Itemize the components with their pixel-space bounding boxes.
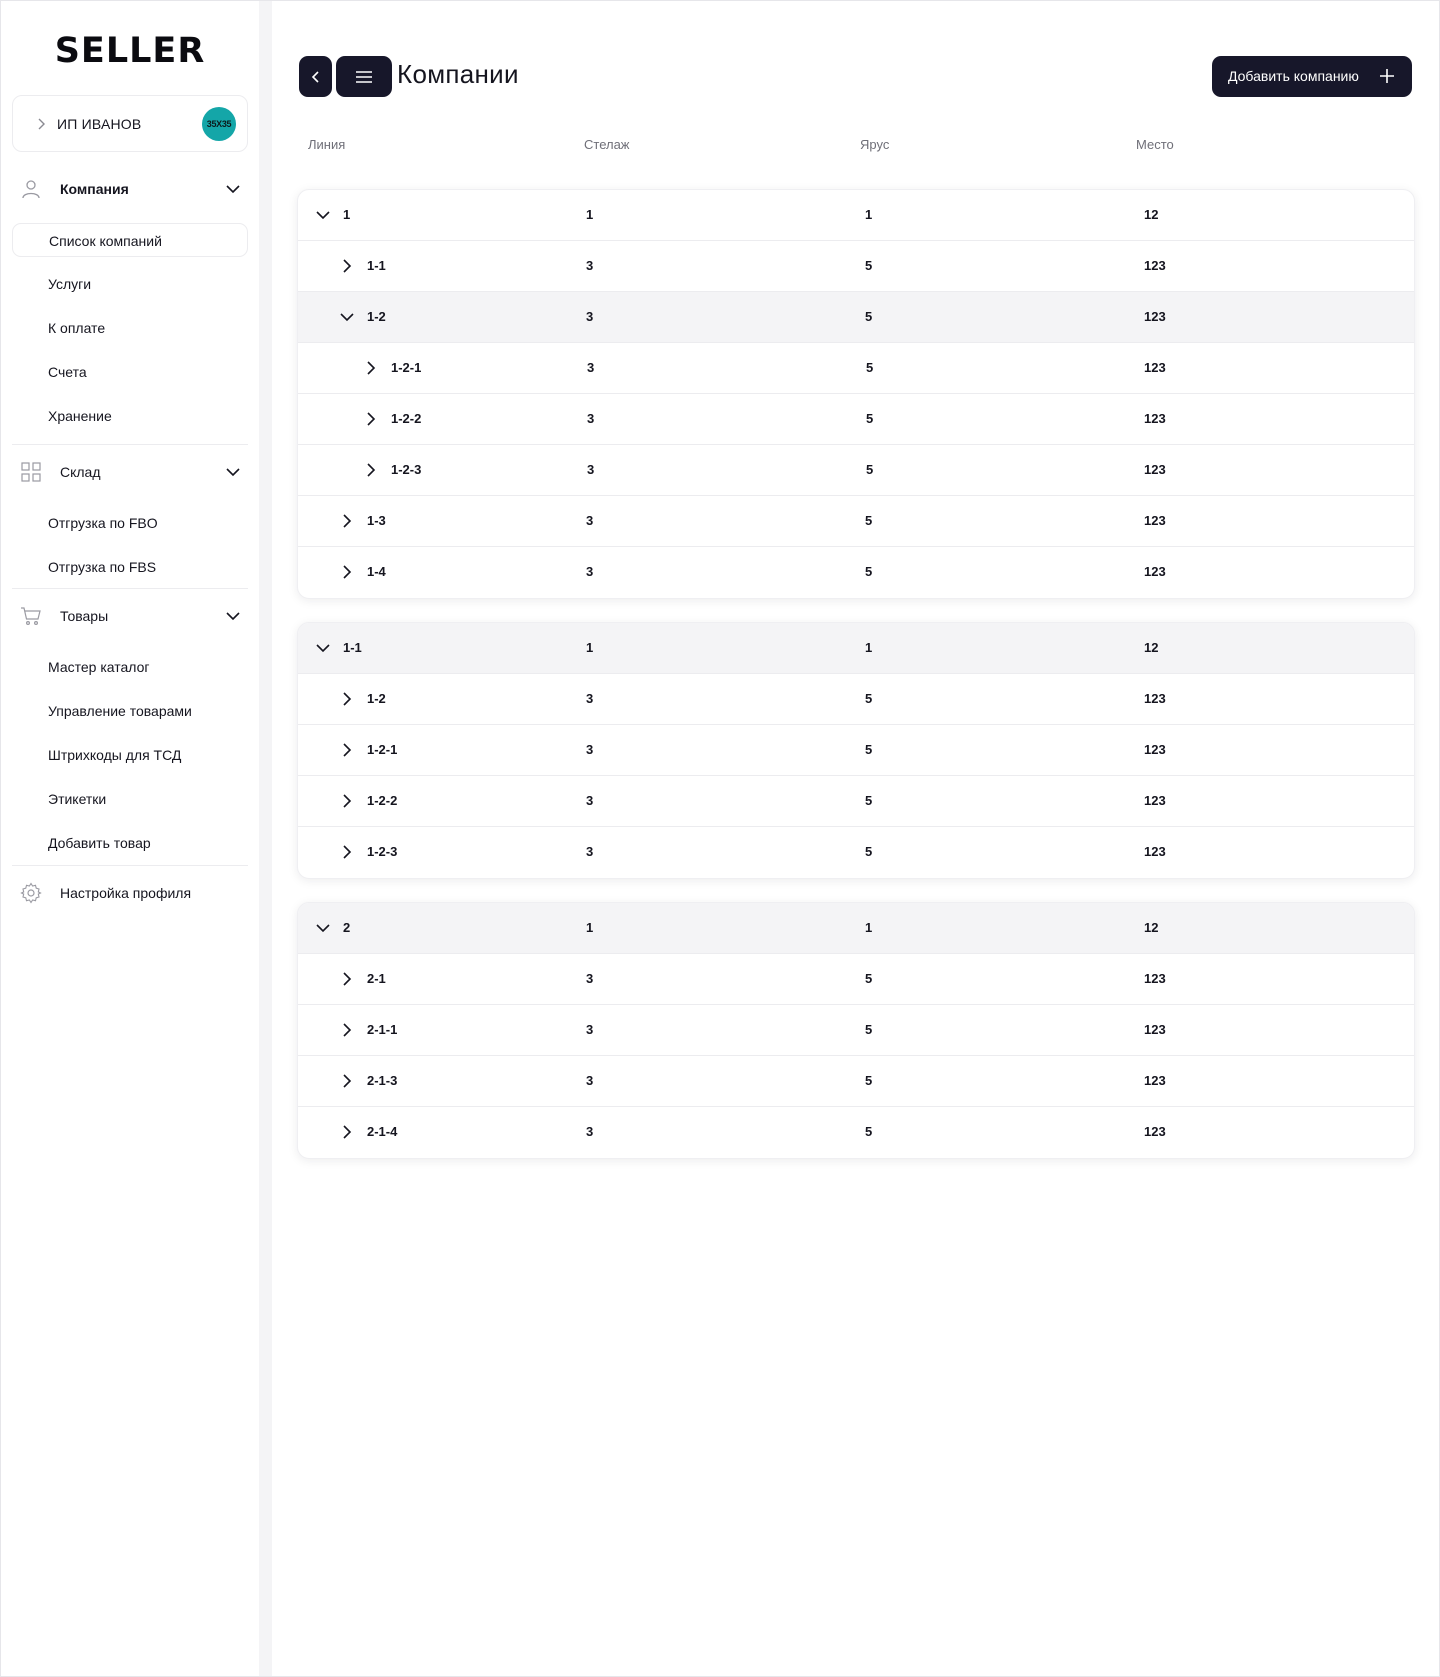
cell-place: 123 bbox=[1144, 742, 1166, 757]
sidebar-section-label: Склад bbox=[60, 464, 101, 480]
cell-line: 2-1-1 bbox=[367, 1022, 398, 1037]
sidebar-item-fbo[interactable] bbox=[12, 506, 248, 540]
back-button[interactable] bbox=[299, 56, 332, 97]
cell-rack: 3 bbox=[586, 793, 594, 808]
table-row[interactable] bbox=[298, 954, 1414, 1005]
cell-rack: 3 bbox=[586, 1022, 594, 1037]
column-header-rack[interactable]: Стелаж bbox=[584, 137, 630, 152]
cell-place: 123 bbox=[1144, 309, 1166, 324]
cell-tier: 5 bbox=[865, 691, 873, 706]
table-group bbox=[297, 622, 1415, 879]
cell-line: 1-2-2 bbox=[367, 793, 398, 808]
cell-place: 123 bbox=[1144, 513, 1166, 528]
chevron-right-icon[interactable] bbox=[339, 1022, 355, 1038]
cell-line: 1-2 bbox=[367, 691, 386, 706]
table-row[interactable] bbox=[298, 827, 1414, 878]
chevron-right-icon[interactable] bbox=[363, 411, 379, 427]
sidebar-item-master-catalog[interactable] bbox=[12, 650, 248, 684]
divider bbox=[12, 865, 248, 866]
chevron-right-icon[interactable] bbox=[339, 564, 355, 580]
sidebar-item-label: Услуги bbox=[48, 276, 92, 292]
chevron-right-icon[interactable] bbox=[339, 691, 355, 707]
sidebar-item-barcodes[interactable] bbox=[12, 738, 248, 772]
account-name: ИП ИВАНОВ bbox=[57, 116, 142, 132]
column-header-line[interactable]: Линия bbox=[308, 137, 346, 152]
sidebar-item-services[interactable] bbox=[12, 267, 248, 301]
sidebar-section-warehouse[interactable] bbox=[1, 454, 259, 490]
table-row[interactable] bbox=[298, 292, 1414, 343]
account-switcher[interactable] bbox=[12, 95, 248, 152]
add-company-button[interactable] bbox=[1212, 56, 1412, 97]
sidebar-item-label: Этикетки bbox=[48, 791, 107, 807]
cell-rack: 3 bbox=[587, 462, 595, 477]
table-row[interactable] bbox=[298, 1005, 1414, 1056]
cell-line: 1-2-3 bbox=[367, 844, 398, 859]
cell-tier: 5 bbox=[866, 360, 874, 375]
sidebar-section-label: Компания bbox=[60, 181, 129, 197]
cell-place: 123 bbox=[1144, 971, 1166, 986]
chevron-down-icon bbox=[225, 181, 241, 197]
table-row[interactable] bbox=[298, 496, 1414, 547]
cell-tier: 5 bbox=[865, 1073, 873, 1088]
avatar: 35X35 bbox=[202, 107, 236, 141]
table-row[interactable] bbox=[298, 674, 1414, 725]
chevron-right-icon[interactable] bbox=[339, 1073, 355, 1089]
cell-line: 1-2-3 bbox=[391, 462, 422, 477]
sidebar-item-label: Добавить товар bbox=[48, 835, 151, 851]
cell-place: 123 bbox=[1144, 360, 1166, 375]
sidebar-item-label: Мастер каталог bbox=[48, 659, 150, 675]
cell-place: 123 bbox=[1144, 462, 1166, 477]
table-row[interactable] bbox=[298, 903, 1414, 954]
cell-tier: 5 bbox=[865, 1022, 873, 1037]
cell-tier: 1 bbox=[865, 920, 873, 935]
sidebar-item-label: Управление товарами bbox=[48, 703, 192, 719]
cell-line: 1-2-1 bbox=[367, 742, 398, 757]
grid-icon bbox=[19, 460, 43, 484]
page-title: Компании bbox=[397, 59, 519, 89]
cell-line: 1-2-1 bbox=[391, 360, 422, 375]
cell-place: 12 bbox=[1144, 640, 1159, 655]
chevron-right-icon[interactable] bbox=[363, 462, 379, 478]
chevron-down-icon[interactable] bbox=[339, 309, 355, 325]
sidebar-item-label: Отгрузка по FBO bbox=[48, 515, 158, 531]
table-row[interactable] bbox=[298, 445, 1414, 496]
cell-tier: 5 bbox=[865, 513, 873, 528]
sidebar-item-profile-settings[interactable] bbox=[1, 875, 259, 911]
cell-place: 123 bbox=[1144, 1124, 1166, 1139]
cell-line: 1-1 bbox=[367, 258, 386, 273]
cell-tier: 5 bbox=[866, 462, 874, 477]
column-header-place[interactable]: Место bbox=[1136, 137, 1174, 152]
chevron-right-icon[interactable] bbox=[339, 1124, 355, 1140]
divider bbox=[12, 588, 248, 589]
chevron-down-icon[interactable] bbox=[315, 640, 331, 656]
cell-place: 12 bbox=[1144, 207, 1159, 222]
table-group bbox=[297, 902, 1415, 1159]
user-icon bbox=[19, 177, 43, 201]
plus-icon bbox=[1378, 67, 1396, 85]
sidebar-item-company-list[interactable] bbox=[12, 223, 248, 257]
cell-place: 12 bbox=[1144, 920, 1159, 935]
chevron-left-icon bbox=[309, 70, 323, 84]
chevron-right-icon[interactable] bbox=[339, 258, 355, 274]
cell-tier: 5 bbox=[865, 844, 873, 859]
sidebar-item-label: Список компаний bbox=[49, 233, 162, 249]
chevron-right-icon[interactable] bbox=[363, 360, 379, 376]
cell-line: 1-3 bbox=[367, 513, 386, 528]
table-row[interactable] bbox=[298, 547, 1414, 598]
cell-place: 123 bbox=[1144, 564, 1166, 579]
cell-tier: 1 bbox=[865, 640, 873, 655]
sidebar-gutter bbox=[259, 1, 272, 1676]
sidebar-item-product-management[interactable] bbox=[12, 694, 248, 728]
divider bbox=[12, 444, 248, 445]
cell-tier: 5 bbox=[865, 1124, 873, 1139]
sidebar-item-label: Штрихкоды для ТСД bbox=[48, 747, 182, 763]
column-header-tier[interactable]: Ярус bbox=[860, 137, 890, 152]
cell-tier: 5 bbox=[865, 971, 873, 986]
table-row[interactable] bbox=[298, 725, 1414, 776]
chevron-down-icon[interactable] bbox=[315, 920, 331, 936]
table-row[interactable] bbox=[298, 623, 1414, 674]
cell-rack: 3 bbox=[587, 360, 595, 375]
table-row[interactable] bbox=[298, 776, 1414, 827]
table-row[interactable] bbox=[298, 343, 1414, 394]
table-row[interactable] bbox=[298, 1107, 1414, 1158]
sidebar-item-label: Настройка профиля bbox=[60, 885, 192, 901]
table-row[interactable] bbox=[298, 241, 1414, 292]
cell-place: 123 bbox=[1144, 411, 1166, 426]
chevron-down-icon bbox=[225, 608, 241, 624]
sidebar-item-label: Хранение bbox=[48, 408, 112, 424]
cell-rack: 3 bbox=[586, 844, 594, 859]
cell-place: 123 bbox=[1144, 793, 1166, 808]
sidebar-item-add-product[interactable] bbox=[12, 826, 248, 860]
cell-rack: 3 bbox=[586, 309, 594, 324]
sidebar-section-company[interactable] bbox=[1, 171, 259, 207]
cell-tier: 5 bbox=[865, 309, 873, 324]
main-content bbox=[272, 1, 1439, 1676]
table-row[interactable] bbox=[298, 1056, 1414, 1107]
chevron-right-icon[interactable] bbox=[339, 844, 355, 860]
cell-tier: 5 bbox=[866, 411, 874, 426]
menu-button[interactable] bbox=[336, 56, 392, 97]
cell-rack: 3 bbox=[586, 1073, 594, 1088]
cell-line: 1-2-2 bbox=[391, 411, 422, 426]
sidebar-section-label: Товары bbox=[60, 608, 109, 624]
chevron-right-icon[interactable] bbox=[339, 793, 355, 809]
cell-rack: 3 bbox=[586, 513, 594, 528]
cell-tier: 5 bbox=[865, 258, 873, 273]
cell-rack: 3 bbox=[587, 411, 595, 426]
table-row[interactable] bbox=[298, 394, 1414, 445]
cell-rack: 3 bbox=[586, 691, 594, 706]
cell-line: 1 bbox=[343, 207, 351, 222]
logo: SELLER bbox=[54, 31, 206, 71]
chevron-down-icon bbox=[225, 464, 241, 480]
cell-rack: 3 bbox=[586, 971, 594, 986]
sidebar-item-label: Отгрузка по FBS bbox=[48, 559, 157, 575]
sidebar-item-label: Счета bbox=[48, 364, 87, 380]
cell-tier: 5 bbox=[865, 793, 873, 808]
sidebar-item-fbs[interactable] bbox=[12, 550, 248, 584]
table-row[interactable] bbox=[298, 190, 1414, 241]
cell-place: 123 bbox=[1144, 844, 1166, 859]
chevron-right-icon bbox=[33, 116, 49, 132]
cell-line: 2 bbox=[343, 920, 351, 935]
cell-line: 2-1-3 bbox=[367, 1073, 398, 1088]
sidebar bbox=[1, 1, 259, 1676]
sidebar-item-payment[interactable] bbox=[12, 311, 248, 345]
cell-line: 2-1-4 bbox=[367, 1124, 398, 1139]
cell-line: 2-1 bbox=[367, 971, 386, 986]
cell-rack: 1 bbox=[586, 920, 594, 935]
chevron-right-icon[interactable] bbox=[339, 513, 355, 529]
sidebar-item-storage[interactable] bbox=[12, 399, 248, 433]
cart-icon bbox=[19, 604, 43, 628]
chevron-right-icon[interactable] bbox=[339, 742, 355, 758]
cell-line: 1-2 bbox=[367, 309, 386, 324]
cell-rack: 3 bbox=[586, 564, 594, 579]
hamburger-icon bbox=[355, 70, 373, 84]
cell-tier: 5 bbox=[865, 742, 873, 757]
chevron-right-icon[interactable] bbox=[339, 971, 355, 987]
gear-icon bbox=[19, 881, 43, 905]
sidebar-item-label: К оплате bbox=[48, 320, 106, 336]
cell-tier: 5 bbox=[865, 564, 873, 579]
cell-place: 123 bbox=[1144, 1073, 1166, 1088]
sidebar-section-products[interactable] bbox=[1, 598, 259, 634]
cell-place: 123 bbox=[1144, 258, 1166, 273]
cell-line: 1-1 bbox=[343, 640, 362, 655]
sidebar-item-labels[interactable] bbox=[12, 782, 248, 816]
add-company-button-label: Добавить компанию bbox=[1228, 68, 1359, 84]
cell-tier: 1 bbox=[865, 207, 873, 222]
chevron-down-icon[interactable] bbox=[315, 207, 331, 223]
cell-rack: 1 bbox=[586, 207, 594, 222]
sidebar-item-invoices[interactable] bbox=[12, 355, 248, 389]
table-group bbox=[297, 189, 1415, 599]
cell-place: 123 bbox=[1144, 691, 1166, 706]
cell-rack: 1 bbox=[586, 640, 594, 655]
cell-rack: 3 bbox=[586, 1124, 594, 1139]
cell-place: 123 bbox=[1144, 1022, 1166, 1037]
cell-rack: 3 bbox=[586, 258, 594, 273]
cell-line: 1-4 bbox=[367, 564, 386, 579]
cell-rack: 3 bbox=[586, 742, 594, 757]
